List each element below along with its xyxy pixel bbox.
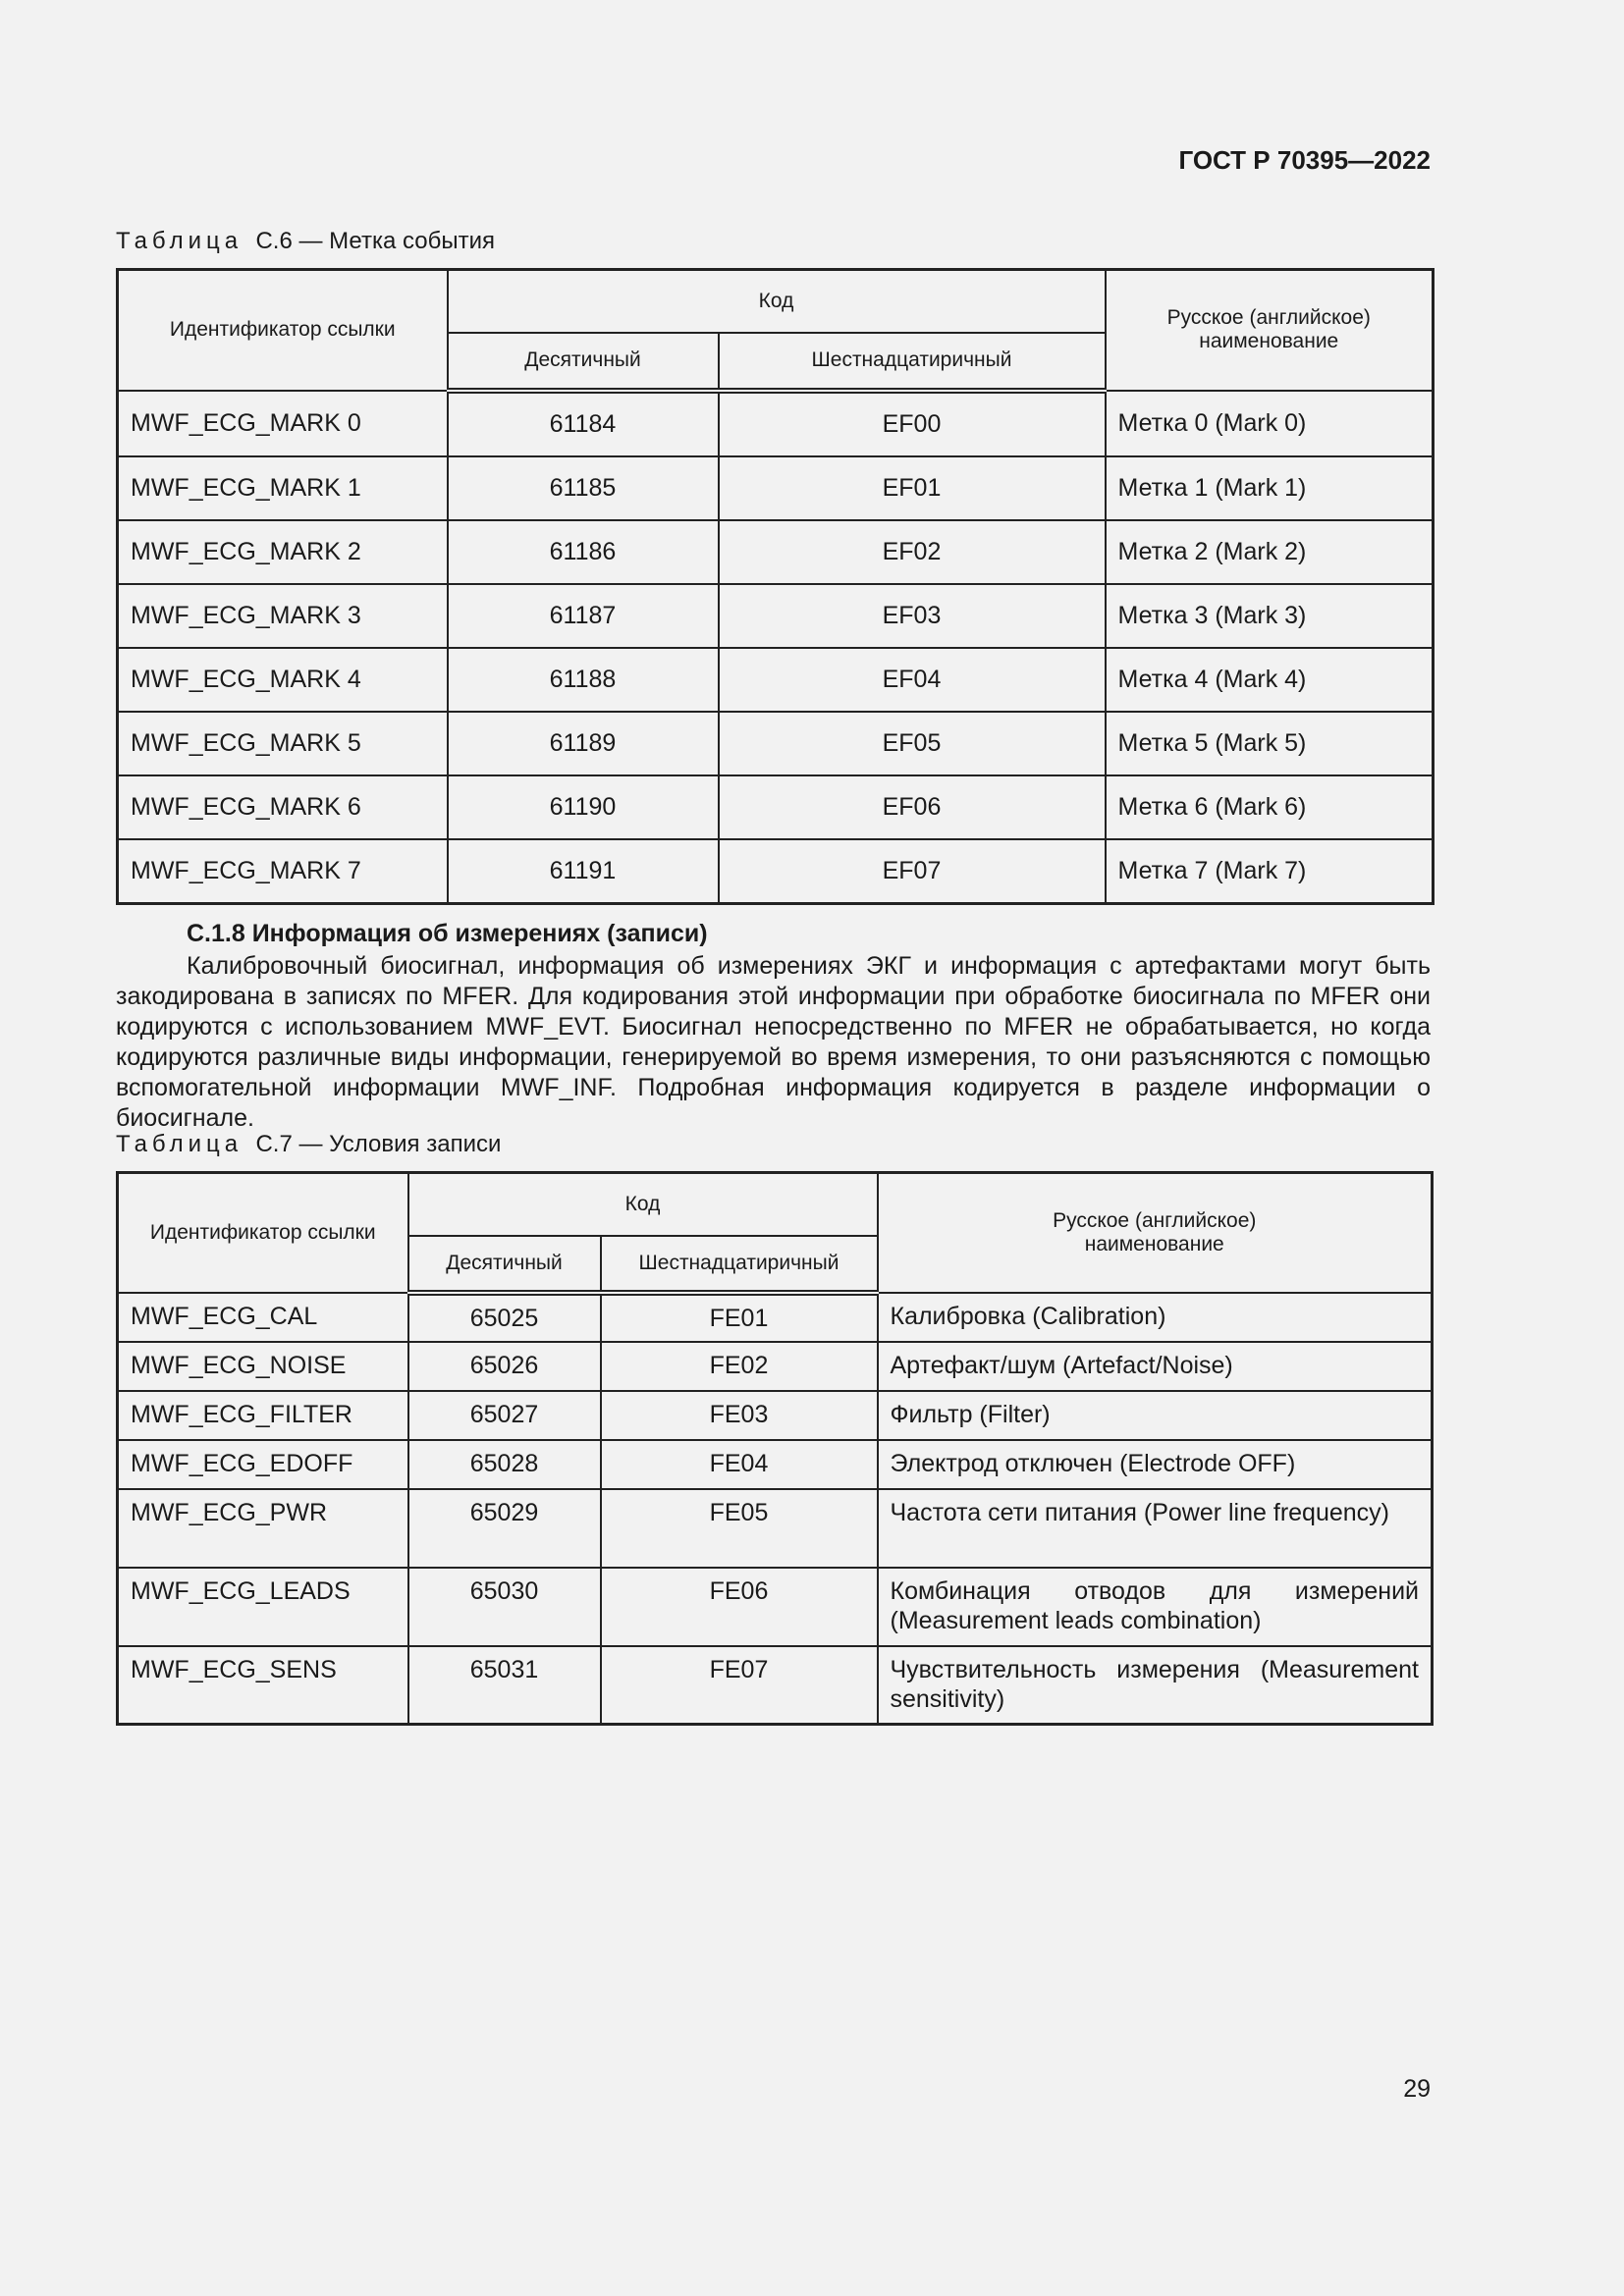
- decimal-cell: 65027: [408, 1391, 601, 1440]
- table-recording-conditions: [116, 1171, 1434, 1726]
- table-row: [118, 1489, 1433, 1568]
- ref-id-cell: MWF_ECG_EDOFF: [118, 1440, 408, 1489]
- hex-cell: FE06: [601, 1568, 878, 1646]
- hex-cell: EF04: [719, 648, 1106, 712]
- table6-header-dec: Десятичный: [448, 333, 719, 391]
- table-row: [118, 1440, 1433, 1489]
- decimal-cell: 61187: [448, 584, 719, 648]
- ref-id-cell: MWF_ECG_FILTER: [118, 1391, 408, 1440]
- name-cell: Фильтр (Filter): [878, 1391, 1433, 1440]
- table-row: [118, 775, 1434, 839]
- hex-cell: FE03: [601, 1391, 878, 1440]
- name-cell: Метка 2 (Mark 2): [1106, 520, 1434, 584]
- ref-id-cell: MWF_ECG_MARK 3: [118, 584, 448, 648]
- table-row: [118, 1293, 1433, 1342]
- table7-caption-text: С.7 — Условия записи: [255, 1131, 502, 1157]
- ref-id-cell: MWF_ECG_PWR: [118, 1489, 408, 1568]
- hex-cell: EF03: [719, 584, 1106, 648]
- decimal-cell: 65025: [408, 1293, 601, 1342]
- decimal-cell: 65029: [408, 1489, 601, 1568]
- decimal-cell: 61188: [448, 648, 719, 712]
- section-title: С.1.8 Информация об измерениях (записи): [187, 920, 708, 947]
- name-cell: Калибровка (Calibration): [878, 1293, 1433, 1342]
- table-row: [118, 584, 1434, 648]
- section-paragraph: Калибровочный биосигнал, информация об измерениях ЭКГ и информация с артефактами могут быть закодирована в записях по MFER. Для кодирования этой информации при обработке биосигнала по MFER они кодируются с использованием MWF_EVT. Биосигнал непосредственно по MFER не обрабатывается, но когда кодируются различные виды информации, генерируемой во время измерения, то они разъясняются с помощью вспомогательной информации MWF_INF. Подробная информация кодируется в разделе информации о биосигнале.: [116, 952, 1431, 1132]
- table-row: [118, 712, 1434, 775]
- ref-id-cell: MWF_ECG_MARK 7: [118, 839, 448, 904]
- name-cell: Артефакт/шум (Artefact/Noise): [878, 1342, 1433, 1391]
- ref-id-cell: MWF_ECG_MARK 4: [118, 648, 448, 712]
- decimal-cell: 65030: [408, 1568, 601, 1646]
- ref-id-cell: MWF_ECG_MARK 1: [118, 456, 448, 520]
- table-row: [118, 520, 1434, 584]
- table-row: [118, 1342, 1433, 1391]
- table-row: [118, 456, 1434, 520]
- table6-header-hex: Шестнадцатиричный: [719, 333, 1106, 391]
- name-cell: Частота сети питания (Power line frequency): [878, 1489, 1433, 1568]
- name-cell: Метка 0 (Mark 0): [1106, 391, 1434, 456]
- section-c-1-8: [116, 919, 1431, 1134]
- hex-cell: EF07: [719, 839, 1106, 904]
- hex-cell: EF01: [719, 456, 1106, 520]
- table7-header-id: Идентификатор ссылки: [118, 1173, 408, 1293]
- ref-id-cell: MWF_ECG_MARK 0: [118, 391, 448, 456]
- table6-header-code: Код: [448, 270, 1106, 333]
- name-cell: Комбинация отводов для измерений (Measurement leads combination): [878, 1568, 1433, 1646]
- decimal-cell: 61189: [448, 712, 719, 775]
- ref-id-cell: MWF_ECG_MARK 5: [118, 712, 448, 775]
- table7-caption-prefix: Таблица: [116, 1131, 244, 1157]
- name-cell: Электрод отключен (Electrode OFF): [878, 1440, 1433, 1489]
- ref-id-cell: MWF_ECG_LEADS: [118, 1568, 408, 1646]
- decimal-cell: 65028: [408, 1440, 601, 1489]
- table-event-marks: [116, 268, 1435, 905]
- table7-caption: [116, 1131, 501, 1158]
- hex-cell: FE01: [601, 1293, 878, 1342]
- ref-id-cell: MWF_ECG_NOISE: [118, 1342, 408, 1391]
- name-cell: Метка 1 (Mark 1): [1106, 456, 1434, 520]
- hex-cell: EF06: [719, 775, 1106, 839]
- decimal-cell: 61190: [448, 775, 719, 839]
- table-row: [118, 391, 1434, 456]
- hex-cell: EF05: [719, 712, 1106, 775]
- table6-caption-prefix: Таблица: [116, 228, 244, 254]
- page-number: 29: [1403, 2075, 1431, 2103]
- name-cell: Метка 7 (Mark 7): [1106, 839, 1434, 904]
- decimal-cell: 65026: [408, 1342, 601, 1391]
- ref-id-cell: MWF_ECG_CAL: [118, 1293, 408, 1342]
- table7-header-code: Код: [408, 1173, 878, 1236]
- decimal-cell: 61186: [448, 520, 719, 584]
- name-cell: Метка 6 (Mark 6): [1106, 775, 1434, 839]
- name-cell: Чувствительность измерения (Measurement sensitivity): [878, 1646, 1433, 1725]
- decimal-cell: 65031: [408, 1646, 601, 1725]
- hex-cell: FE05: [601, 1489, 878, 1568]
- table6-header-name: Русское (английское) наименование: [1106, 270, 1434, 391]
- table6-caption: [116, 228, 495, 255]
- name-cell: Метка 5 (Mark 5): [1106, 712, 1434, 775]
- name-cell: Метка 4 (Mark 4): [1106, 648, 1434, 712]
- decimal-cell: 61185: [448, 456, 719, 520]
- table-row: [118, 1568, 1433, 1646]
- table6-header-id: Идентификатор ссылки: [118, 270, 448, 391]
- ref-id-cell: MWF_ECG_MARK 2: [118, 520, 448, 584]
- table-row: [118, 1391, 1433, 1440]
- ref-id-cell: MWF_ECG_MARK 6: [118, 775, 448, 839]
- hex-cell: EF02: [719, 520, 1106, 584]
- table7-header-hex: Шестнадцатиричный: [601, 1236, 878, 1293]
- decimal-cell: 61184: [448, 391, 719, 456]
- table-row: [118, 839, 1434, 904]
- document-standard-header: ГОСТ Р 70395—2022: [1178, 145, 1431, 175]
- decimal-cell: 61191: [448, 839, 719, 904]
- hex-cell: EF00: [719, 391, 1106, 456]
- table7-header-dec: Десятичный: [408, 1236, 601, 1293]
- table6-caption-text: С.6 — Метка события: [255, 228, 495, 254]
- table-row: [118, 648, 1434, 712]
- name-cell: Метка 3 (Mark 3): [1106, 584, 1434, 648]
- ref-id-cell: MWF_ECG_SENS: [118, 1646, 408, 1725]
- table-row: [118, 1646, 1433, 1725]
- hex-cell: FE07: [601, 1646, 878, 1725]
- hex-cell: FE04: [601, 1440, 878, 1489]
- table7-header-name: Русское (английское) наименование: [878, 1173, 1433, 1293]
- hex-cell: FE02: [601, 1342, 878, 1391]
